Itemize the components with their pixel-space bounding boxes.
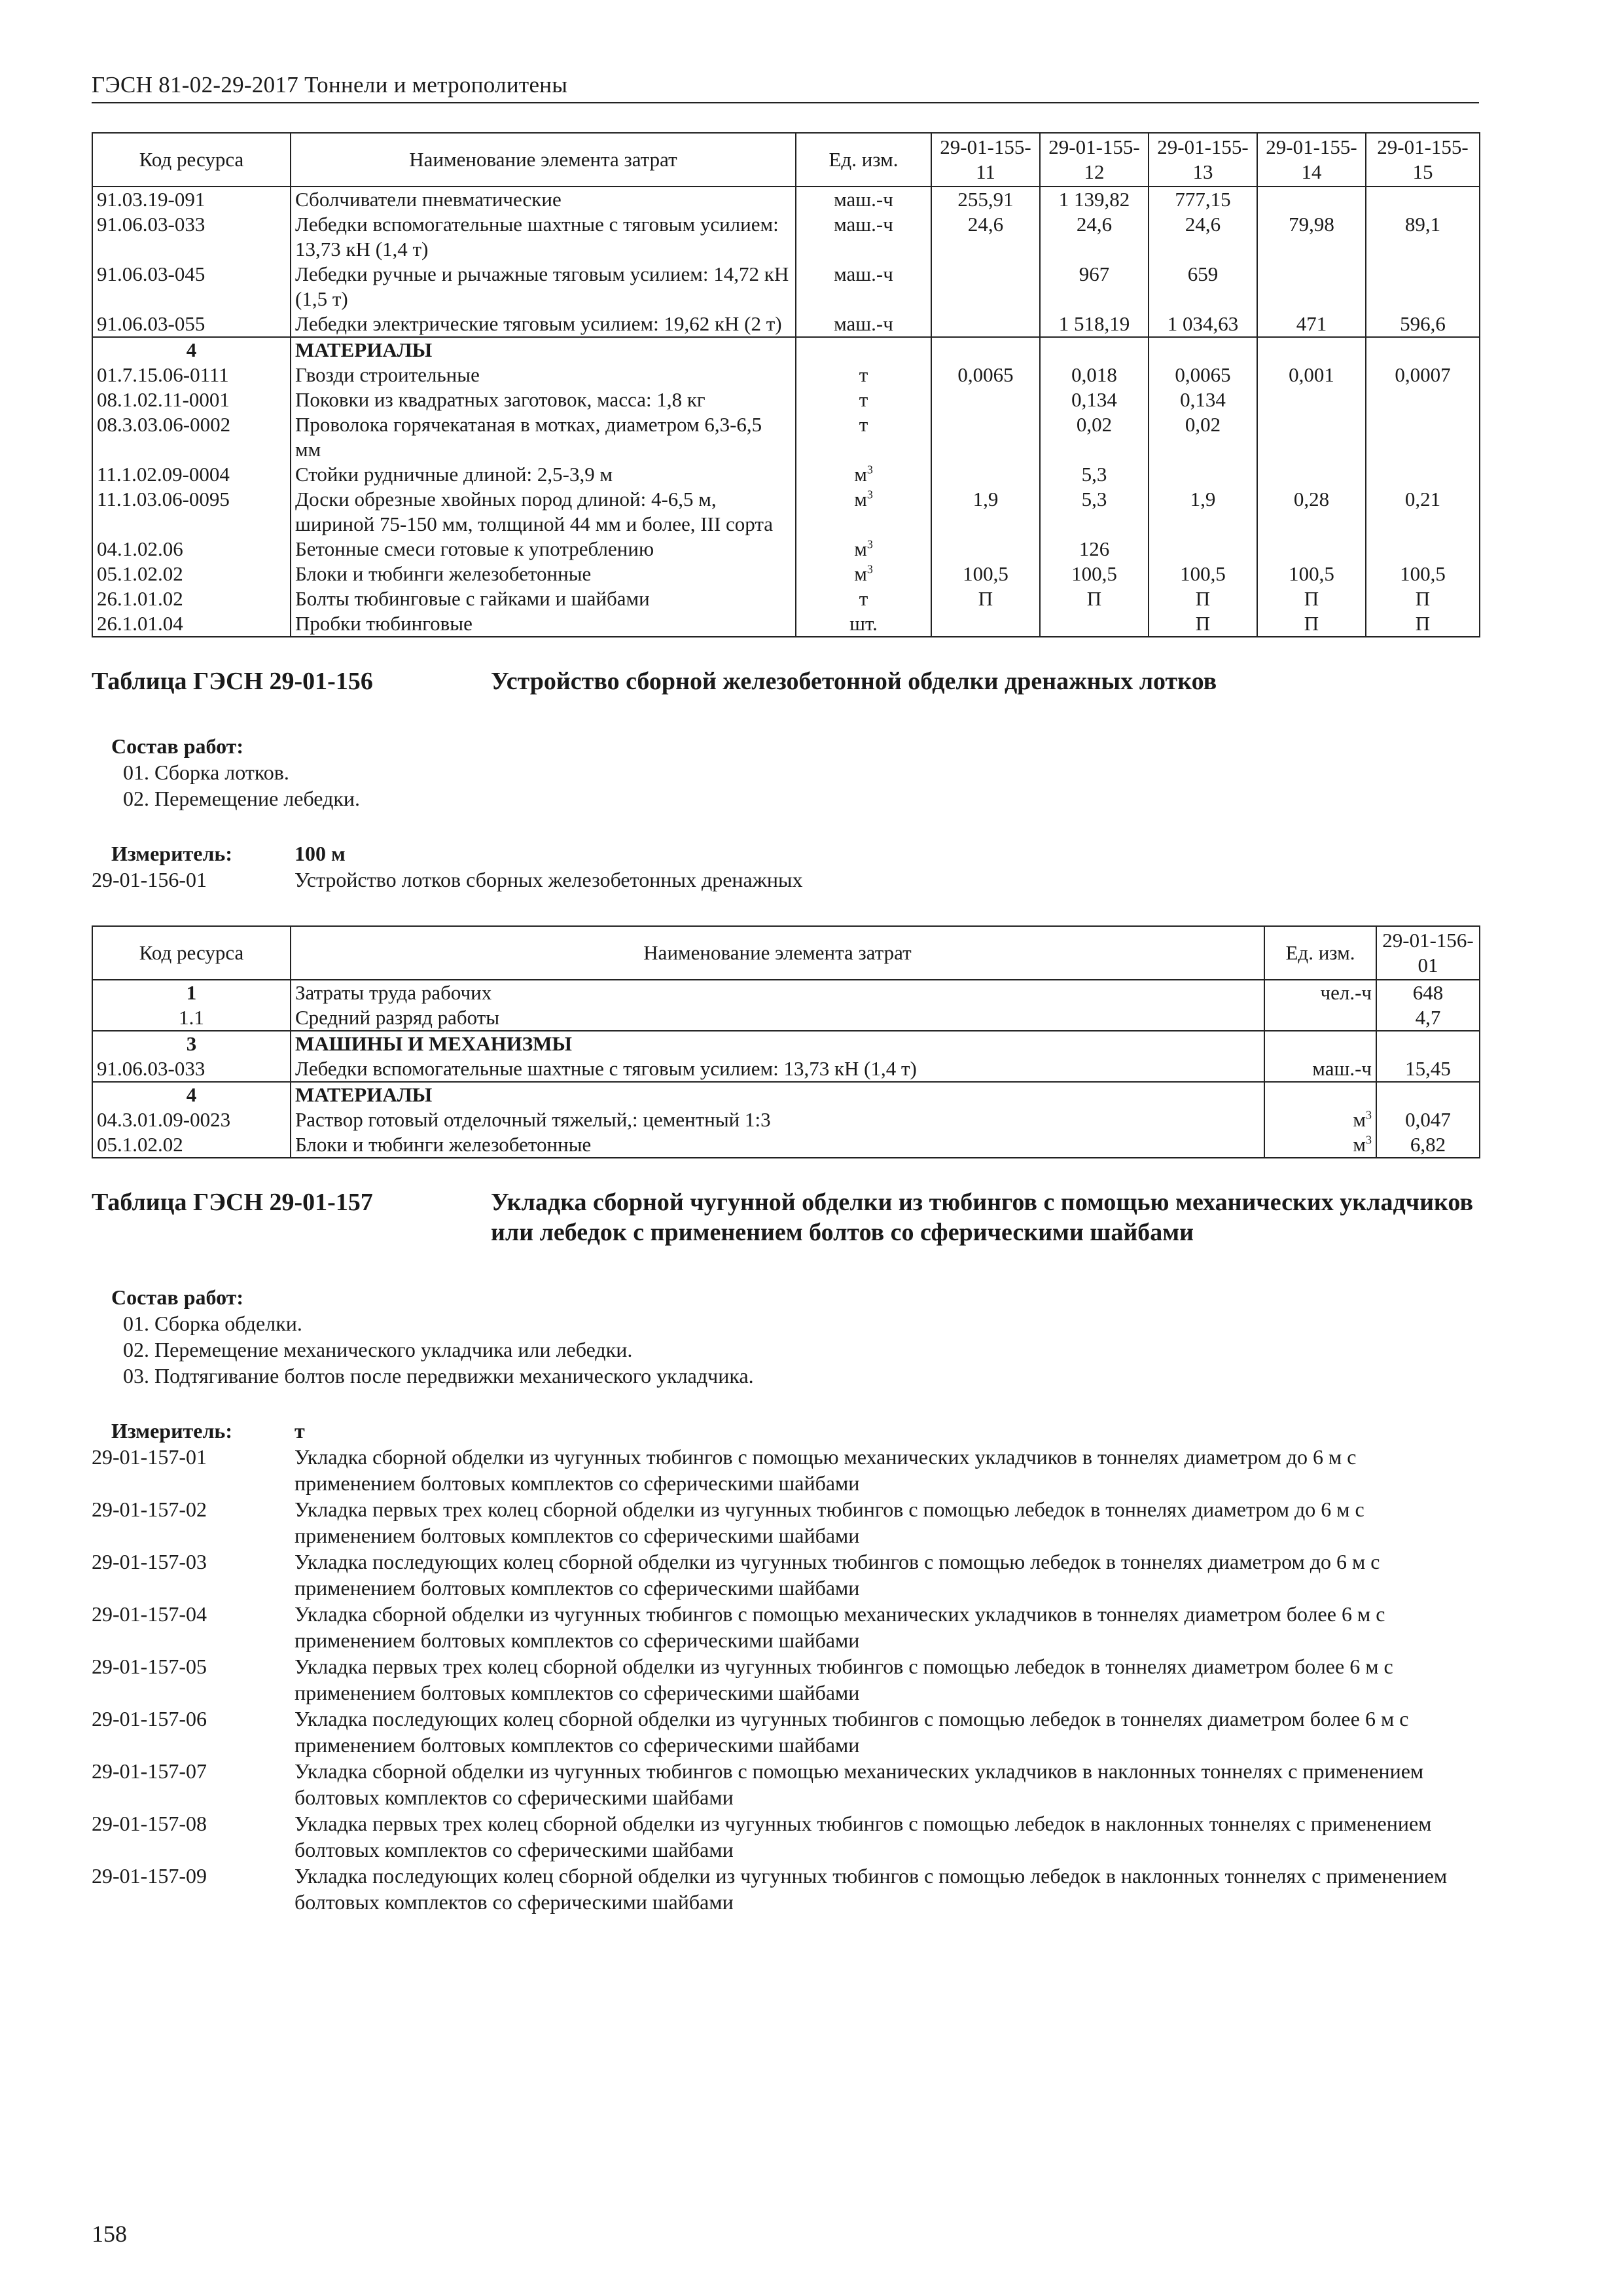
table-row [92, 462, 1480, 487]
value-cell: 126 [1040, 537, 1149, 562]
section-row [92, 1082, 1480, 1107]
value-cell: 0,21 [1366, 487, 1480, 537]
resource-name: Проволока горячекатаная в мотках, диаметром 6,3-6,5 мм [291, 412, 796, 462]
resource-name: Раствор готовый отделочный тяжелый,: цементный 1:3 [291, 1107, 1264, 1132]
table-row [92, 262, 1480, 312]
value-cell [1257, 262, 1366, 312]
resource-name: Стойки рудничные длиной: 2,5-3,9 м [291, 462, 796, 487]
work-composition-list [92, 759, 1479, 812]
value-cell: 777,15 [1149, 187, 1257, 212]
unit-cell: $м^3$ [1264, 1132, 1376, 1158]
table-row [92, 187, 1480, 212]
value-cell: 0,018 [1040, 363, 1149, 387]
value-cell: 24,6 [1149, 212, 1257, 262]
value-cell [1366, 537, 1480, 562]
resource-code: 91.06.03-033 [92, 212, 291, 262]
variant-row [92, 867, 1479, 893]
value-cell: 255,91 [931, 187, 1040, 212]
resource-name: Болты тюбинговые с гайками и шайбами [291, 586, 796, 611]
resource-name: Доски обрезные хвойных пород длиной: 4-6,5 м, шириной 75-150 мм, толщиной 44 мм и более, III сорта [291, 487, 796, 537]
resource-code: 11.1.02.09-0004 [92, 462, 291, 487]
measure-line [92, 1418, 1479, 1444]
table-number: Таблица ГЭСН 29-01-156 [92, 668, 373, 695]
unit-cell: т [796, 412, 931, 462]
table-row [92, 562, 1480, 586]
document-page [92, 72, 1479, 1915]
value-cell: 89,1 [1366, 212, 1480, 262]
empty-cell [1264, 1031, 1376, 1056]
section-number: 4 [92, 337, 291, 363]
resource-code: 91.06.03-033 [92, 1056, 291, 1082]
empty-cell [1257, 337, 1366, 363]
value-cell: 967 [1040, 262, 1149, 312]
value-cell: 1 518,19 [1040, 312, 1149, 337]
variant-description: Устройство лотков сборных железобетонных дренажных [294, 868, 803, 891]
value-cell [1366, 412, 1480, 462]
variant-row [92, 1549, 1479, 1601]
section-title: МАШИНЫ И МЕХАНИЗМЫ [291, 1031, 1264, 1056]
variant-description: Укладка сборной обделки из чугунных тюбингов с помощью механических укладчиков в тоннелях диаметром до 6 м с применением болтовых комплектов со сферическими шайбами [294, 1445, 1357, 1495]
work-step: 01. Сборка лотков. [123, 761, 289, 784]
unit-cell: чел.-ч [1264, 980, 1376, 1005]
unit-cell: маш.-ч [796, 312, 931, 337]
value-cell: П [1257, 586, 1366, 611]
value-cell: 100,5 [1040, 562, 1149, 586]
variant-row [92, 1863, 1479, 1915]
resource-code: 04.3.01.09-0023 [92, 1107, 291, 1132]
value-cell: 24,6 [931, 212, 1040, 262]
value-cell: 1,9 [1149, 487, 1257, 537]
unit-cell: маш.-ч [796, 187, 931, 212]
measure-line [92, 840, 1479, 867]
value-cell: П [1366, 586, 1480, 611]
variant-description: Укладка первых трех колец сборной обделки из чугунных тюбингов с помощью лебедок в тоннелях диаметром более 6 м с применением болтовых комплектов со сферическими шайбами [294, 1655, 1393, 1704]
value-cell [1366, 387, 1480, 412]
unit-cell: $м^3$ [796, 562, 931, 586]
variant-description: Укладка первых трех колец сборной обделки из чугунных тюбингов с помощью лебедок в наклонных тоннелях с применением болтовых комплектов со сферическими шайбами [294, 1812, 1432, 1861]
variant-row [92, 1706, 1479, 1758]
value-cell: 0,28 [1257, 487, 1366, 537]
table-row [92, 363, 1480, 387]
value-cell [931, 611, 1040, 637]
resource-code: 26.1.01.02 [92, 586, 291, 611]
variant-row [92, 1810, 1479, 1863]
resource-table-155 [92, 132, 1480, 637]
value-cell: П [1149, 586, 1257, 611]
value-cell: 15,45 [1376, 1056, 1480, 1082]
resource-table-156 [92, 925, 1480, 1158]
empty-cell [931, 337, 1040, 363]
empty-cell [1376, 1082, 1480, 1107]
unit-cell: т [796, 387, 931, 412]
value-cell [1040, 611, 1149, 637]
resource-name: Лебедки вспомогательные шахтные с тяговым усилием: 13,73 кН (1,4 т) [291, 212, 796, 262]
value-cell [931, 262, 1040, 312]
value-cell: 1 034,63 [1149, 312, 1257, 337]
value-cell [1366, 462, 1480, 487]
work-composition-label: Состав работ: [111, 1285, 244, 1309]
column-header: 29-01-155-15 [1366, 133, 1480, 187]
value-cell: 596,6 [1366, 312, 1480, 337]
work-composition-label: Состав работ: [111, 734, 244, 758]
value-cell: П [1366, 611, 1480, 637]
value-cell: 79,98 [1257, 212, 1366, 262]
value-cell: 0,001 [1257, 363, 1366, 387]
variant-code: 29-01-157-01 [92, 1445, 207, 1469]
table-header-row [92, 133, 1480, 187]
value-cell: 5,3 [1040, 462, 1149, 487]
table-name: Устройство сборной железобетонной обделки дренажных лотков [491, 668, 1217, 695]
unit-cell: шт. [796, 611, 931, 637]
value-cell: 0,02 [1149, 412, 1257, 462]
measure-label: Измеритель: [111, 1419, 232, 1443]
resource-code: 1 [92, 980, 291, 1005]
column-header: Наименование элемента затрат [291, 133, 796, 187]
column-header: 29-01-155-12 [1040, 133, 1149, 187]
value-cell: 659 [1149, 262, 1257, 312]
resource-name: Лебедки ручные и рычажные тяговым усилием: 14,72 кН (1,5 т) [291, 262, 796, 312]
resource-name: Средний разряд работы [291, 1005, 1264, 1031]
variant-description: Укладка первых трех колец сборной обделки из чугунных тюбингов с помощью лебедок в тоннелях диаметром до 6 м с применением болтовых комплектов со сферическими шайбами [294, 1498, 1364, 1547]
section-number: 4 [92, 1082, 291, 1107]
value-cell: 0,0007 [1366, 363, 1480, 387]
value-cell: 24,6 [1040, 212, 1149, 262]
variant-description: Укладка сборной обделки из чугунных тюбингов с помощью механических укладчиков в тоннелях диаметром более 6 м с применением болтовых комплектов со сферическими шайбами [294, 1602, 1385, 1652]
value-cell: 0,02 [1040, 412, 1149, 462]
value-cell: П [931, 586, 1040, 611]
column-header: 29-01-156-01 [1376, 926, 1480, 980]
running-header: ГЭСН 81-02-29-2017 Тоннели и метрополитены [92, 72, 1479, 103]
unit-cell: $м^3$ [796, 537, 931, 562]
section-row [92, 337, 1480, 363]
resource-name: Пробки тюбинговые [291, 611, 796, 637]
value-cell: 0,134 [1149, 387, 1257, 412]
column-header: Наименование элемента затрат [291, 926, 1264, 980]
unit-cell: $м^3$ [796, 487, 931, 537]
table-row [92, 1005, 1480, 1031]
column-header: Код ресурса [92, 133, 291, 187]
work-step: 02. Перемещение лебедки. [123, 787, 361, 810]
work-step: 01. Сборка обделки. [123, 1312, 302, 1335]
column-header: Ед. изм. [796, 133, 931, 187]
section-title: МАТЕРИАЛЫ [291, 1082, 1264, 1107]
table-row [92, 487, 1480, 537]
section-row [92, 1031, 1480, 1056]
value-cell: 100,5 [1149, 562, 1257, 586]
empty-cell [1040, 337, 1149, 363]
measure-value: 100 м [294, 842, 346, 865]
value-cell: 648 [1376, 980, 1480, 1005]
value-cell [931, 537, 1040, 562]
resource-name: Поковки из квадратных заготовок, масса: 1,8 кг [291, 387, 796, 412]
measure-value: т [294, 1419, 305, 1443]
resource-code: 08.3.03.06-0002 [92, 412, 291, 462]
table-title-157 [92, 1187, 1479, 1247]
value-cell: 0,134 [1040, 387, 1149, 412]
table-row [92, 212, 1480, 262]
section-title: МАТЕРИАЛЫ [291, 337, 796, 363]
variant-description: Укладка последующих колец сборной обделки из чугунных тюбингов с помощью лебедок в тоннелях диаметром более 6 м с применением болтовых комплектов со сферическими шайбами [294, 1707, 1409, 1757]
resource-name: Лебедки вспомогательные шахтные с тяговым усилием: 13,73 кН (1,4 т) [291, 1056, 1264, 1082]
variant-description: Укладка сборной обделки из чугунных тюбингов с помощью механических укладчиков в наклонных тоннелях с применением болтовых комплектов со сферическими шайбами [294, 1759, 1424, 1809]
table-row [92, 412, 1480, 462]
unit-cell: маш.-ч [1264, 1056, 1376, 1082]
column-header: 29-01-155-11 [931, 133, 1040, 187]
measure-label: Измеритель: [111, 842, 232, 865]
value-cell [1257, 387, 1366, 412]
empty-cell [1264, 1082, 1376, 1107]
value-cell [931, 387, 1040, 412]
table-name: Укладка сборной чугунной обделки из тюбингов с помощью механических укладчиков или лебедок с применением болтов со сферическими шайбами [491, 1189, 1473, 1246]
unit-cell: т [796, 586, 931, 611]
unit-cell [1264, 1005, 1376, 1031]
table-row [92, 611, 1480, 637]
variant-row [92, 1758, 1479, 1810]
table-row [92, 1107, 1480, 1132]
value-cell [1149, 537, 1257, 562]
value-cell: 4,7 [1376, 1005, 1480, 1031]
resource-code: 91.06.03-045 [92, 262, 291, 312]
variant-code: 29-01-156-01 [92, 868, 207, 891]
column-header: 29-01-155-13 [1149, 133, 1257, 187]
value-cell: 6,82 [1376, 1132, 1480, 1158]
value-cell [1366, 262, 1480, 312]
resource-name: Бетонные смеси готовые к употреблению [291, 537, 796, 562]
table-row [92, 586, 1480, 611]
value-cell [931, 312, 1040, 337]
variant-code: 29-01-157-09 [92, 1864, 207, 1888]
resource-name: Лебедки электрические тяговым усилием: 19,62 кН (2 т) [291, 312, 796, 337]
table-number: Таблица ГЭСН 29-01-157 [92, 1189, 373, 1216]
table-title-156 [92, 666, 1479, 696]
column-header: Ед. изм. [1264, 926, 1376, 980]
value-cell [1257, 412, 1366, 462]
variant-row [92, 1601, 1479, 1653]
variant-list [92, 1444, 1479, 1915]
value-cell: П [1149, 611, 1257, 637]
value-cell: 0,0065 [931, 363, 1040, 387]
unit-cell: $м^3$ [796, 462, 931, 487]
resource-code: 26.1.01.04 [92, 611, 291, 637]
value-cell [1257, 537, 1366, 562]
value-cell: 1,9 [931, 487, 1040, 537]
variant-row [92, 1444, 1479, 1496]
value-cell: 1 139,82 [1040, 187, 1149, 212]
variant-code: 29-01-157-05 [92, 1655, 207, 1678]
resource-name: Сболчиватели пневматические [291, 187, 796, 212]
value-cell [1149, 462, 1257, 487]
value-cell: 100,5 [1366, 562, 1480, 586]
resource-code: 01.7.15.06-0111 [92, 363, 291, 387]
variant-description: Укладка последующих колец сборной обделки из чугунных тюбингов с помощью лебедок в тоннелях диаметром до 6 м с применением болтовых комплектов со сферическими шайбами [294, 1550, 1380, 1600]
unit-cell: маш.-ч [796, 212, 931, 262]
column-header: 29-01-155-14 [1257, 133, 1366, 187]
resource-code: 91.03.19-091 [92, 187, 291, 212]
variant-row [92, 1653, 1479, 1706]
value-cell: 5,3 [1040, 487, 1149, 537]
value-cell: П [1257, 611, 1366, 637]
value-cell [1257, 462, 1366, 487]
table-row [92, 980, 1480, 1005]
table-row [92, 312, 1480, 337]
value-cell: 471 [1257, 312, 1366, 337]
unit-cell: маш.-ч [796, 262, 931, 312]
table-row [92, 1132, 1480, 1158]
section-number: 3 [92, 1031, 291, 1056]
variant-code: 29-01-157-07 [92, 1759, 207, 1783]
empty-cell [1366, 337, 1480, 363]
work-step: 02. Перемещение механического укладчика или лебедки. [123, 1338, 633, 1361]
value-cell: 100,5 [1257, 562, 1366, 586]
variant-code: 29-01-157-02 [92, 1498, 207, 1521]
column-header: Код ресурса [92, 926, 291, 980]
resource-name: Блоки и тюбинги железобетонные [291, 1132, 1264, 1158]
resource-code: 91.06.03-055 [92, 312, 291, 337]
resource-code: 05.1.02.02 [92, 562, 291, 586]
unit-cell: т [796, 363, 931, 387]
value-cell: 100,5 [931, 562, 1040, 586]
resource-name: Затраты труда рабочих [291, 980, 1264, 1005]
variant-list [92, 867, 1479, 893]
table-row [92, 537, 1480, 562]
resource-code: 1.1 [92, 1005, 291, 1031]
variant-code: 29-01-157-08 [92, 1812, 207, 1835]
variant-code: 29-01-157-04 [92, 1602, 207, 1626]
table-row [92, 1056, 1480, 1082]
resource-code: 04.1.02.06 [92, 537, 291, 562]
work-composition-list [92, 1310, 1479, 1389]
value-cell [931, 462, 1040, 487]
empty-cell [796, 337, 931, 363]
resource-code: 11.1.03.06-0095 [92, 487, 291, 537]
value-cell: 0,047 [1376, 1107, 1480, 1132]
value-cell [931, 412, 1040, 462]
value-cell: 0,0065 [1149, 363, 1257, 387]
resource-code: 08.1.02.11-0001 [92, 387, 291, 412]
empty-cell [1376, 1031, 1480, 1056]
value-cell: П [1040, 586, 1149, 611]
resource-name: Гвозди строительные [291, 363, 796, 387]
resource-name: Блоки и тюбинги железобетонные [291, 562, 796, 586]
value-cell [1257, 187, 1366, 212]
variant-code: 29-01-157-03 [92, 1550, 207, 1573]
value-cell [1366, 187, 1480, 212]
variant-description: Укладка последующих колец сборной обделки из чугунных тюбингов с помощью лебедок в наклонных тоннелях с применением болтовых комплектов со сферическими шайбами [294, 1864, 1448, 1914]
work-step: 03. Подтягивание болтов после передвижки механического укладчика. [123, 1364, 754, 1388]
table-row [92, 387, 1480, 412]
table-header-row [92, 926, 1480, 980]
unit-cell: $м^3$ [1264, 1107, 1376, 1132]
variant-row [92, 1496, 1479, 1549]
resource-code: 05.1.02.02 [92, 1132, 291, 1158]
variant-code: 29-01-157-06 [92, 1707, 207, 1731]
page-number: 158 [92, 2221, 127, 2247]
empty-cell [1149, 337, 1257, 363]
